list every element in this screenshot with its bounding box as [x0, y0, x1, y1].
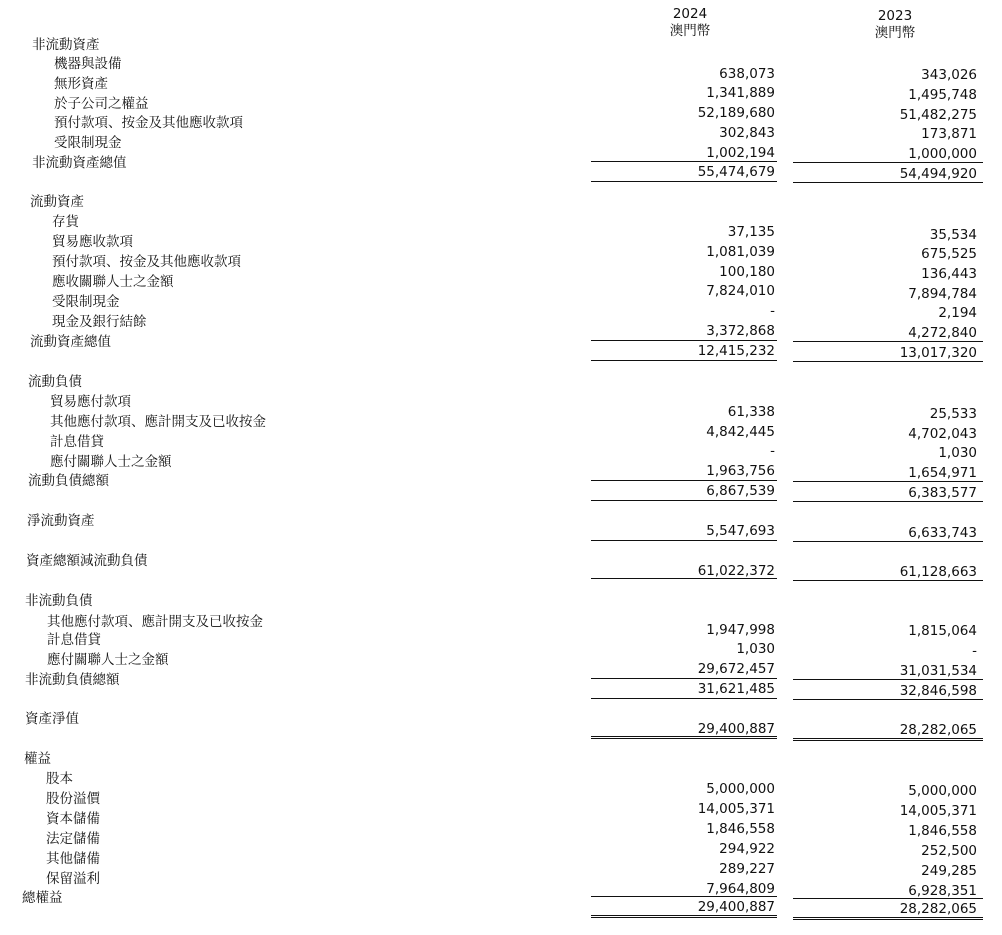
- value-2024: 302,843: [719, 125, 775, 141]
- value-2024: 7,964,809: [706, 881, 775, 897]
- value-2023: 136,443: [921, 266, 977, 282]
- value-2023: 51,482,275: [899, 107, 977, 123]
- header-year-2023: 2023: [877, 8, 913, 24]
- total-rule: [793, 501, 983, 502]
- value-2023: 1,495,748: [908, 87, 977, 103]
- row-label: 計息借貸: [50, 434, 104, 450]
- row-label: 應付關聯人士之金額: [47, 652, 169, 668]
- row-label: 於子公司之權益: [54, 96, 149, 112]
- value-2023: 6,928,351: [908, 883, 977, 899]
- value-2024: -: [770, 303, 775, 319]
- value-2024: 294,922: [719, 841, 775, 857]
- double-rule: [591, 915, 777, 918]
- value-2024: -: [770, 443, 775, 459]
- row-label: 預付款項、按金及其他應收款項: [52, 254, 241, 270]
- total-rule: [591, 698, 777, 699]
- total-rule: [591, 578, 777, 579]
- row-label: 現金及銀行結餘: [52, 314, 147, 330]
- subtotal-rule: [591, 678, 777, 679]
- section-title: 流動負債: [28, 374, 82, 390]
- row-label: 股本: [46, 771, 73, 787]
- value-2023: 252,500: [921, 843, 977, 859]
- net-assets-2024: 29,400,887: [697, 721, 775, 737]
- total-2024: 12,415,232: [697, 343, 775, 359]
- header-currency-2024: 澳門幣: [669, 23, 711, 39]
- value-2023: 1,846,558: [908, 823, 977, 839]
- subtotal-rule: [591, 161, 777, 162]
- total-label: 非流動負債總額: [25, 672, 120, 688]
- value-2024: 1,846,558: [706, 821, 775, 837]
- value-2024: 1,030: [736, 641, 775, 657]
- value-2023: 173,871: [921, 126, 977, 142]
- row-label: 法定儲備: [46, 831, 100, 847]
- net-current-assets-2023: 6,633,743: [908, 525, 977, 541]
- subtotal-rule: [793, 162, 983, 163]
- value-2023: 7,894,784: [908, 286, 977, 302]
- total-2023: 13,017,320: [899, 345, 977, 361]
- total-2024: 31,621,485: [697, 681, 775, 697]
- value-2024: 37,135: [727, 224, 775, 240]
- row-label: 應付關聯人士之金額: [50, 454, 172, 470]
- value-2024: 638,073: [719, 66, 775, 82]
- value-2023: -: [972, 643, 977, 659]
- value-2024: 52,189,680: [697, 105, 775, 121]
- value-2024: 1,081,039: [706, 244, 775, 260]
- section-title: 權益: [24, 751, 51, 767]
- value-2023: 4,272,840: [908, 325, 977, 341]
- net-current-assets-label: 淨流動資產: [27, 513, 95, 529]
- row-label: 其他應付款項、應計開支及已收按金: [47, 614, 263, 630]
- total-rule: [591, 360, 777, 361]
- total-rule: [591, 540, 777, 541]
- subtotal-rule: [591, 340, 777, 341]
- net-current-assets-2024: 5,547,693: [706, 523, 775, 539]
- row-label: 無形資產: [54, 76, 108, 92]
- value-2023: 5,000,000: [908, 783, 977, 799]
- total-2023: 6,383,577: [908, 485, 977, 501]
- value-2024: 4,842,445: [706, 424, 775, 440]
- row-label: 資本儲備: [46, 811, 100, 827]
- double-rule: [793, 917, 983, 920]
- row-label: 存貨: [52, 214, 79, 230]
- value-2023: 14,005,371: [899, 803, 977, 819]
- value-2024: 1,002,194: [706, 145, 775, 161]
- value-2024: 7,824,010: [706, 283, 775, 299]
- value-2023: 2,194: [938, 305, 977, 321]
- subtotal-rule: [793, 481, 983, 482]
- header-currency-2023: 澳門幣: [874, 25, 916, 41]
- value-2024: 29,672,457: [697, 661, 775, 677]
- total-2024: 6,867,539: [706, 483, 775, 499]
- subtotal-rule: [793, 341, 983, 342]
- value-2023: 35,534: [929, 227, 977, 243]
- row-label: 受限制現金: [52, 294, 120, 310]
- value-2023: 1,815,064: [908, 623, 977, 639]
- value-2024: 1,341,889: [706, 85, 775, 101]
- total-label: 流動資產總值: [30, 334, 111, 350]
- header-year-2024: 2024: [672, 6, 708, 22]
- row-label: 應收關聯人士之金額: [52, 274, 174, 290]
- total-2024: 55,474,679: [697, 164, 775, 180]
- value-2023: 1,000,000: [908, 146, 977, 162]
- row-label: 預付款項、按金及其他應收款項: [54, 115, 243, 131]
- row-label: 股份溢價: [46, 791, 100, 807]
- total-rule: [793, 182, 983, 183]
- total-label: 流動負債總額: [28, 473, 109, 489]
- total-2024: 29,400,887: [697, 899, 775, 915]
- value-2024: 14,005,371: [697, 801, 775, 817]
- row-label: 受限制現金: [54, 135, 122, 151]
- total-rule: [793, 361, 983, 362]
- value-2023: 1,654,971: [908, 465, 977, 481]
- row-label: 其他應付款項、應計開支及已收按金: [50, 414, 266, 430]
- row-label: 機器與設備: [54, 56, 122, 72]
- value-2024: 5,000,000: [706, 781, 775, 797]
- double-rule: [591, 736, 777, 739]
- subtotal-rule: [591, 896, 777, 897]
- value-2024: 3,372,868: [706, 323, 775, 339]
- value-2023: 249,285: [921, 863, 977, 879]
- row-label: 其他儲備: [46, 851, 100, 867]
- total-assets-less-cl-2024: 61,022,372: [697, 563, 775, 579]
- net-assets-label: 資產淨值: [25, 711, 79, 727]
- total-assets-less-cl-label: 資產總額減流動負債: [26, 553, 148, 569]
- total-label: 非流動資產總值: [32, 155, 127, 171]
- row-label: 計息借貸: [47, 632, 101, 648]
- value-2023: 31,031,534: [899, 663, 977, 679]
- section-title: 非流動資產: [32, 37, 100, 53]
- section-title: 流動資產: [30, 194, 84, 210]
- total-rule: [591, 181, 777, 182]
- value-2024: 289,227: [719, 861, 775, 877]
- total-rule: [793, 699, 983, 700]
- net-assets-2023: 28,282,065: [899, 722, 977, 738]
- value-2024: 61,338: [727, 404, 775, 420]
- value-2023: 675,525: [921, 246, 977, 262]
- row-label: 貿易應收款項: [52, 234, 133, 250]
- value-2024: 1,963,756: [706, 463, 775, 479]
- subtotal-rule: [591, 480, 777, 481]
- value-2023: 1,030: [938, 445, 977, 461]
- row-label: 保留溢利: [46, 871, 100, 887]
- value-2024: 100,180: [719, 264, 775, 280]
- subtotal-rule: [793, 898, 983, 899]
- subtotal-rule: [793, 679, 983, 680]
- value-2023: 343,026: [921, 67, 977, 83]
- total-rule: [793, 541, 983, 542]
- value-2024: 1,947,998: [706, 622, 775, 638]
- row-label: 貿易應付款項: [50, 394, 131, 410]
- total-label: 總權益: [22, 890, 63, 906]
- total-rule: [793, 580, 983, 581]
- total-2023: 54,494,920: [899, 166, 977, 182]
- section-title: 非流動負債: [25, 593, 93, 609]
- value-2023: 25,533: [929, 406, 977, 422]
- total-2023: 28,282,065: [899, 901, 977, 917]
- total-rule: [591, 500, 777, 501]
- total-assets-less-cl-2023: 61,128,663: [899, 564, 977, 580]
- double-rule: [793, 738, 983, 741]
- value-2023: 4,702,043: [908, 426, 977, 442]
- total-2023: 32,846,598: [899, 683, 977, 699]
